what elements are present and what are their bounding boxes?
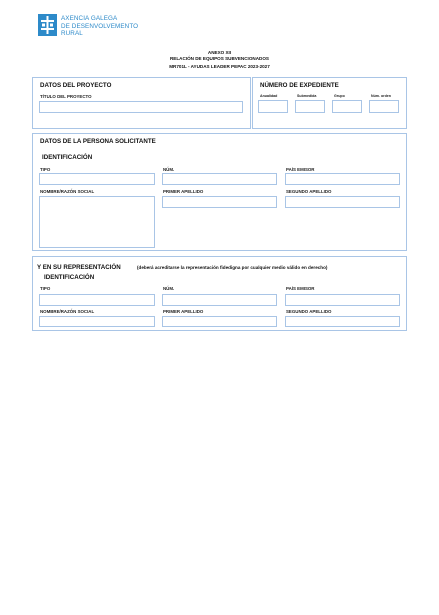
representative-number-label: NÚM.: [163, 286, 175, 291]
representative-first-surname-field[interactable]: [162, 316, 277, 327]
representative-identification-title: IDENTIFICACIÓN: [44, 274, 95, 281]
representative-section-title: Y EN SU REPRESENTACIÓN: [37, 264, 121, 271]
applicant-number-field[interactable]: [162, 173, 277, 185]
project-title-label: TÍTULO DEL PROYECTO: [40, 94, 92, 99]
representative-type-field[interactable]: [39, 294, 155, 306]
xunta-logo-icon: [38, 14, 57, 36]
applicant-type-field[interactable]: [39, 173, 155, 185]
year-field[interactable]: [258, 100, 288, 113]
representative-country-label: PAÍS EMISOR: [286, 286, 315, 291]
applicant-country-field[interactable]: [285, 173, 400, 185]
representative-name-field[interactable]: [39, 316, 155, 327]
order-number-field[interactable]: [369, 100, 399, 113]
agency-name: [61, 15, 138, 38]
program-title: MR701L - AYUDAS LEADER PEPAC 2023-2027: [169, 64, 270, 69]
representative-number-field[interactable]: [162, 294, 277, 306]
applicant-second-surname-field[interactable]: [285, 196, 400, 208]
applicant-name-field[interactable]: [39, 196, 155, 248]
group-label: Grupo: [334, 94, 345, 98]
agency-name-line: DE DESENVOLVEMENTO: [61, 22, 139, 30]
submeasure-field[interactable]: [295, 100, 325, 113]
file-number-title: NÚMERO DE EXPEDIENTE: [260, 82, 339, 89]
applicant-country-label: PAÍS EMISOR: [286, 167, 315, 172]
representative-country-field[interactable]: [285, 294, 400, 306]
representative-first-surname-label: PRIMER APELLIDO: [163, 309, 204, 314]
submeasure-label: Submedida: [297, 94, 317, 98]
applicant-section-title: DATOS DE LA PERSONA SOLICITANTE: [40, 138, 156, 145]
year-label: Anualidad: [260, 94, 278, 98]
representative-note: (deberá acreditarse la representación fidedigna por cualquier medio válido en derecho): [137, 265, 328, 270]
agency-name-line: RURAL: [61, 30, 83, 38]
group-field[interactable]: [332, 100, 362, 113]
annex-label: ANEXO XII: [207, 50, 232, 55]
representative-second-surname-label: SEGUNDO APELLIDO: [286, 309, 332, 314]
representative-name-label: NOMBRE/RAZÓN SOCIAL: [40, 309, 95, 314]
applicant-first-surname-field[interactable]: [162, 196, 277, 208]
applicant-identification-title: IDENTIFICACIÓN: [42, 154, 93, 161]
agency-name-line: AXENCIA GALEGA: [61, 15, 118, 22]
representative-type-label: TIPO: [40, 286, 51, 291]
applicant-type-label: TIPO: [40, 167, 51, 172]
project-section-title: DATOS DEL PROYECTO: [40, 82, 112, 89]
applicant-first-surname-label: PRIMER APELLIDO: [163, 189, 204, 194]
representative-second-surname-field[interactable]: [285, 316, 400, 327]
applicant-second-surname-label: SEGUNDO APELLIDO: [286, 189, 332, 194]
applicant-name-label: NOMBRE/RAZÓN SOCIAL: [40, 189, 95, 194]
order-number-label: Núm. orden: [371, 94, 391, 98]
applicant-number-label: NÚM.: [163, 167, 175, 172]
project-title-field[interactable]: [39, 101, 243, 113]
document-title: RELACIÓN DE EQUIPOS SUBVENCIONADOS: [169, 56, 270, 61]
